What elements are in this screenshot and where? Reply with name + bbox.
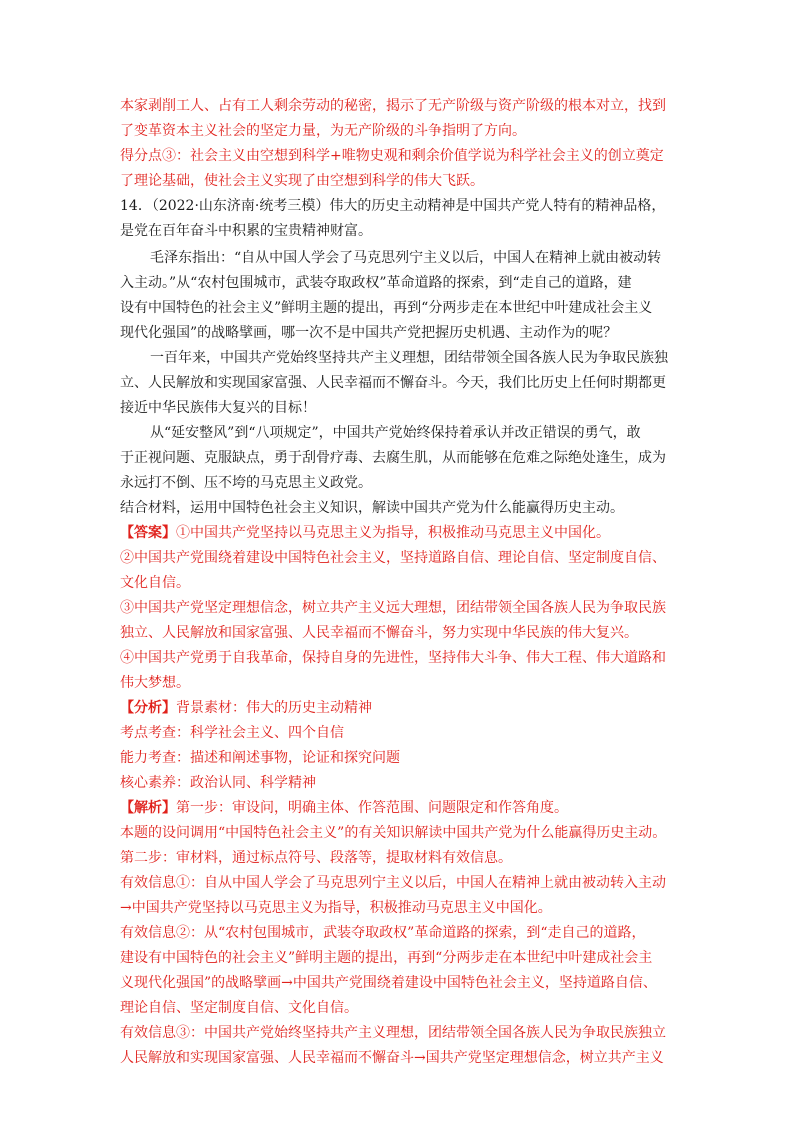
answer-line: ④中国共产党勇于自我革命，保持自身的先进性，坚持伟大斗争、伟大工程、伟大道路和 <box>120 650 666 666</box>
material-line: 立、人民解放和实现国家富强、人民幸福而不懈奋斗。今天，我们比历史上任何时期都更 <box>120 375 666 391</box>
explain-tag: 【解析】 <box>120 800 176 816</box>
answer-text: ①中国共产党坚持以马克思主义为指导，积极推动马克思主义中国化。 <box>176 525 610 541</box>
material-line: 一百年来，中国共产党始终坚持共产主义理想，团结带领全国各族人民为争取民族独 <box>150 350 668 366</box>
answer-line: ③中国共产党坚定理想信念，树立共产主义远大理想，团结带领全国各族人民为争取民族 <box>120 600 666 616</box>
answer-line: 文化自信。 <box>120 575 190 591</box>
text-line: 本家剥削工人、占有工人剩余劳动的秘密，揭示了无产阶级与资产阶级的根本对立，找到 <box>120 98 666 114</box>
explain-line <box>120 797 686 819</box>
question-heading: 是党在百年奋斗中积累的宝贵精神财富。 <box>120 223 372 239</box>
explain-line: 本题的设问调用“中国特色社会主义”的有关知识解读中国共产党为什么能赢得历史主动。 <box>120 825 667 841</box>
explain-line: 有效信息②：从“农村包围城市，武装夺取政权”革命道路的探索，到“走自己的道路， <box>120 925 646 941</box>
explain-line: 有效信息③：中国共产党始终坚持共产主义理想，团结带领全国各族人民为争取民族独立 <box>120 1025 666 1041</box>
explain-line: 有效信息①：自从中国人学会了马克思列宁主义以后，中国人在精神上就由被动转入主动 <box>120 875 666 891</box>
analysis-text: 背景素材：伟大的历史主动精神 <box>176 700 372 716</box>
analysis-line: 核心素养：政治认同、科学精神 <box>120 775 316 791</box>
material-line: 从“延安整风”到“八项规定”，中国共产党始终保持着承认并改正错误的勇气，敢 <box>150 425 641 441</box>
text-line: 了理论基础，使社会主义实现了由空想到科学的伟大飞跃。 <box>120 173 484 189</box>
material-line: 设有中国特色的社会主义”鲜明主题的提出，再到“分两步走在本世纪中叶建成社会主义 <box>120 300 653 316</box>
explain-line: 义现代化强国”的战略擘画→中国共产党围绕着建设中国特色社会主义，坚持道路自信、 <box>120 975 657 991</box>
answer-line: 独立、人民解放和国家富强、人民幸福而不懈奋斗，努力实现中华民族的伟大复兴。 <box>120 625 638 641</box>
answer-line: ②中国共产党围绕着建设中国特色社会主义，坚持道路自信、理论自信、坚定制度自信、 <box>120 550 666 566</box>
explain-line: →中国共产党坚持以马克思主义为指导，积极推动马克思主义中国化。 <box>120 900 552 916</box>
question-heading: 14．（2022·山东济南·统考三模）伟大的历史主动精神是中国共产党人特有的精神品格， <box>120 198 666 214</box>
text-line: 了变革资本主义社会的坚定力量，为无产阶级的斗争指明了方向。 <box>120 123 526 139</box>
explain-line: 人民解放和实现国家富强、人民幸福而不懈奋斗→国共产党坚定理想信念，树立共产主义 <box>120 1050 664 1066</box>
material-line: 接近中华民族伟大复兴的目标！ <box>120 400 316 416</box>
analysis-line: 考点考查：科学社会主义、四个自信 <box>120 725 344 741</box>
analysis-line: 能力考查：描述和阐述事物，论证和探究问题 <box>120 750 400 766</box>
explain-line: 建设有中国特色的社会主义”鲜明主题的提出，再到“分两步走在本世纪中叶建成社会主 <box>120 950 653 966</box>
explain-line: 第二步：审材料，通过标点符号、段落等，提取材料有效信息。 <box>120 850 512 866</box>
analysis-line <box>120 697 686 719</box>
answer-line: 伟大梦想。 <box>120 675 190 691</box>
question-prompt: 结合材料，运用中国特色社会主义知识，解读中国共产党为什么能赢得历史主动。 <box>120 500 624 516</box>
text-line: 得分点③：社会主义由空想到科学+唯物史观和剩余价值学说为科学社会主义的创立奠定 <box>120 148 664 164</box>
explain-text: 第一步：审设问，明确主体、作答范围、问题限定和作答角度。 <box>176 800 568 816</box>
material-line: 入主动。”从“农村包围城市，武装夺取政权”革命道路的探索，到“走自己的道路，建 <box>120 275 632 291</box>
material-line: 于正视问题、克服缺点，勇于刮骨疗毒、去腐生肌，从而能够在危难之际绝处逢生，成为 <box>120 450 666 466</box>
material-line: 现代化强国”的战略擘画，哪一次不是中国共产党把握历史机遇、主动作为的呢？ <box>120 325 618 341</box>
answer-tag: 【答案】 <box>120 525 176 541</box>
answer-line <box>120 522 686 544</box>
explain-line: 理论自信、坚定制度自信、文化自信。 <box>120 1000 358 1016</box>
material-line: 毛泽东指出：“自从中国人学会了马克思列宁主义以后，中国人在精神上就由被动转 <box>150 250 662 266</box>
material-line: 永远打不倒、压不垮的马克思主义政党。 <box>120 475 372 491</box>
analysis-tag: 【分析】 <box>120 700 176 716</box>
